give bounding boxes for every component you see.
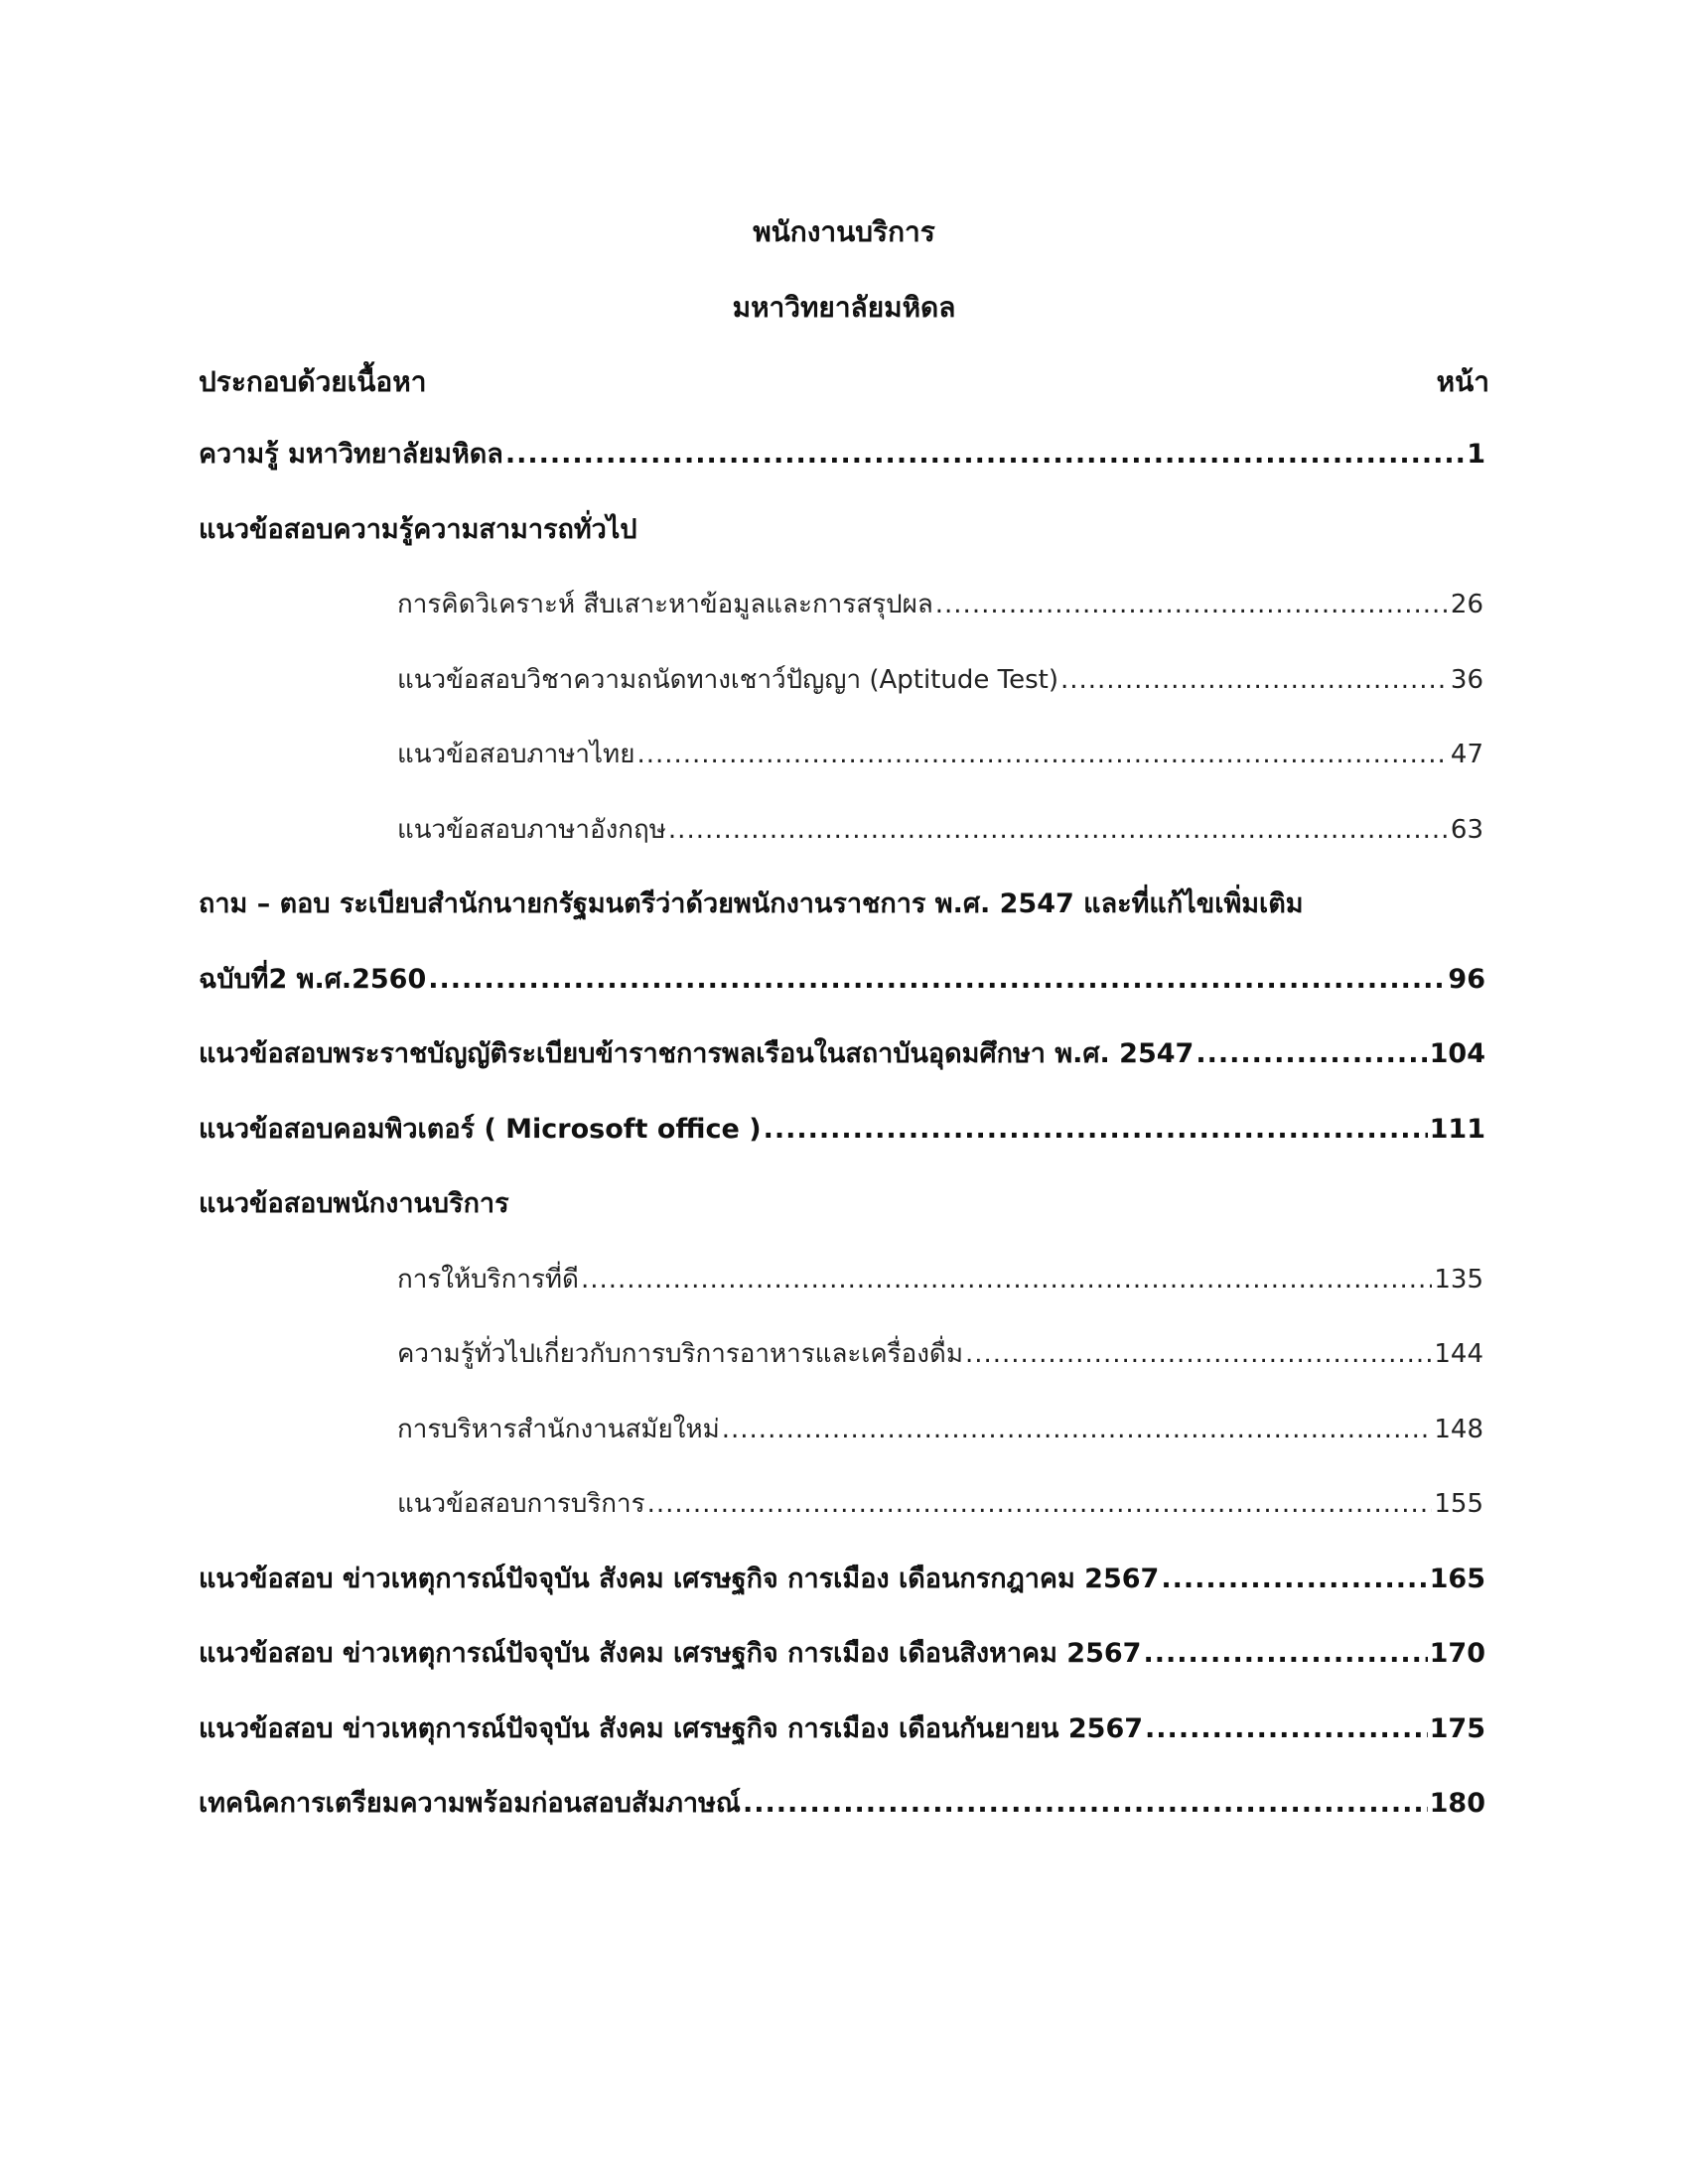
toc-entry — [397, 585, 1483, 624]
toc-entry-title: แนวข้อสอบพนักงานบริการ — [199, 1188, 509, 1219]
toc-entry — [397, 1334, 1483, 1374]
dot-leader — [722, 1410, 1433, 1449]
dot-leader — [1060, 660, 1449, 700]
toc-entry-page-number: 170 — [1429, 1638, 1485, 1669]
toc-entry-title: แนวข้อสอบความรู้ความสามารถทั่วไป — [199, 513, 637, 545]
toc-entry-page-number: 26 — [1450, 590, 1483, 619]
toc-entry-title: ถาม – ตอบ ระเบียบสำนักนายกรัฐมนตรีว่าด้วยพนักงานราชการ พ.ศ. 2547 และที่แก้ไขเพิ่มเติม — [199, 888, 1304, 919]
toc-entry-page-number: 47 — [1450, 740, 1483, 769]
toc-entry-title: แนวข้อสอบวิชาความถนัดทางเชาว์ปัญญา (Aptitude Test) — [397, 664, 1058, 695]
toc-entry — [199, 1784, 1485, 1824]
toc-entry — [397, 1410, 1483, 1449]
toc-entry-page-number: 155 — [1434, 1489, 1483, 1519]
toc-entry-page-number: 1 — [1467, 439, 1485, 470]
toc-entry-title: แนวข้อสอบ ข่าวเหตุการณ์ปัจจุบัน สังคม เศรษฐกิจ การเมือง เดือนสิงหาคม 2567 — [199, 1638, 1142, 1669]
toc-entry-title: แนวข้อสอบภาษาไทย — [397, 740, 635, 769]
dot-leader — [935, 585, 1449, 624]
dot-leader — [1161, 1560, 1427, 1599]
toc-entry-title: การให้บริการที่ดี — [397, 1264, 579, 1295]
dot-leader — [1143, 1634, 1427, 1674]
dot-leader — [764, 1110, 1428, 1150]
toc-entry-title: แนวข้อสอบคอมพิวเตอร์ ( Microsoft office ) — [199, 1113, 762, 1145]
toc-entry-page-number: 36 — [1450, 664, 1483, 695]
toc-entry — [397, 735, 1483, 774]
toc-entry — [397, 810, 1483, 850]
toc-entry-title: แนวข้อสอบ ข่าวเหตุการณ์ปัจจุบัน สังคม เศรษฐกิจ การเมือง เดือนกรกฎาคม 2567 — [199, 1563, 1160, 1594]
toc-entry-page-number: 148 — [1434, 1414, 1483, 1444]
toc-entry — [397, 660, 1483, 700]
toc-entry-page-number: 175 — [1429, 1712, 1485, 1744]
toc-entry — [199, 1034, 1485, 1074]
toc-entry — [199, 960, 1485, 1000]
toc-entry — [397, 1260, 1483, 1299]
dot-leader — [1196, 1034, 1427, 1074]
toc-entry-page-number: 111 — [1429, 1113, 1485, 1145]
dot-leader — [505, 435, 1465, 475]
toc-entry-page-number: 165 — [1429, 1563, 1485, 1594]
toc-entry-page-number: 144 — [1434, 1339, 1483, 1369]
contents-label: ประกอบด้วยเนื้อหา — [199, 365, 427, 398]
toc-entry-page-number: 96 — [1448, 963, 1485, 995]
dot-leader — [636, 735, 1448, 774]
dot-leader — [1145, 1709, 1428, 1749]
toc-entry — [199, 1634, 1485, 1674]
dot-leader — [647, 1484, 1433, 1524]
dot-leader — [581, 1260, 1432, 1299]
toc-entry-title: การคิดวิเคราะห์ สืบเสาะหาข้อมูลและการสรุปผล — [397, 590, 933, 619]
toc-entry-title: แนวข้อสอบการบริการ — [397, 1489, 645, 1519]
document-title: พนักงานบริการ — [753, 215, 935, 248]
toc-header — [199, 362, 1489, 402]
page-column-label: หน้า — [1436, 365, 1489, 398]
dot-leader — [965, 1334, 1432, 1374]
toc-entry-title: ความรู้ทั่วไปเกี่ยวกับการบริการอาหารและเครื่องดื่ม — [397, 1339, 963, 1369]
dot-leader — [743, 1784, 1428, 1824]
toc-entry-page-number: 104 — [1429, 1038, 1485, 1069]
toc-entry — [199, 510, 637, 550]
toc-entry-title: แนวข้อสอบภาษาอังกฤษ — [397, 814, 666, 845]
toc-entry — [199, 1709, 1485, 1749]
toc-entry-title: ความรู้ มหาวิทยาลัยมหิดล — [199, 439, 503, 470]
toc-entry — [199, 1110, 1485, 1150]
toc-entry — [397, 1484, 1483, 1524]
document-subtitle: มหาวิทยาลัยมหิดล — [732, 291, 956, 324]
toc-entry-title: การบริหารสำนักงานสมัยใหม่ — [397, 1414, 720, 1444]
toc-entry-page-number: 63 — [1450, 814, 1483, 845]
dot-leader — [428, 960, 1446, 1000]
toc-entry-title: แนวข้อสอบพระราชบัญญัติระเบียบข้าราชการพลเรือนในสถาบันอุดมศึกษา พ.ศ. 2547 — [199, 1038, 1195, 1069]
toc-entry — [199, 885, 1304, 924]
toc-entry — [199, 1560, 1485, 1599]
dot-leader — [668, 810, 1449, 850]
toc-entry-title: ฉบับที่2 พ.ศ.2560 — [199, 963, 427, 995]
toc-entry-page-number: 180 — [1429, 1788, 1485, 1819]
toc-entry-title: เทคนิคการเตรียมความพร้อมก่อนสอบสัมภาษณ์ — [199, 1788, 741, 1819]
toc-entry-title: แนวข้อสอบ ข่าวเหตุการณ์ปัจจุบัน สังคม เศรษฐกิจ การเมือง เดือนกันยายน 2567 — [199, 1712, 1144, 1744]
toc-entry — [199, 1184, 509, 1224]
toc-entry — [199, 435, 1485, 475]
toc-entry-page-number: 135 — [1434, 1264, 1483, 1295]
